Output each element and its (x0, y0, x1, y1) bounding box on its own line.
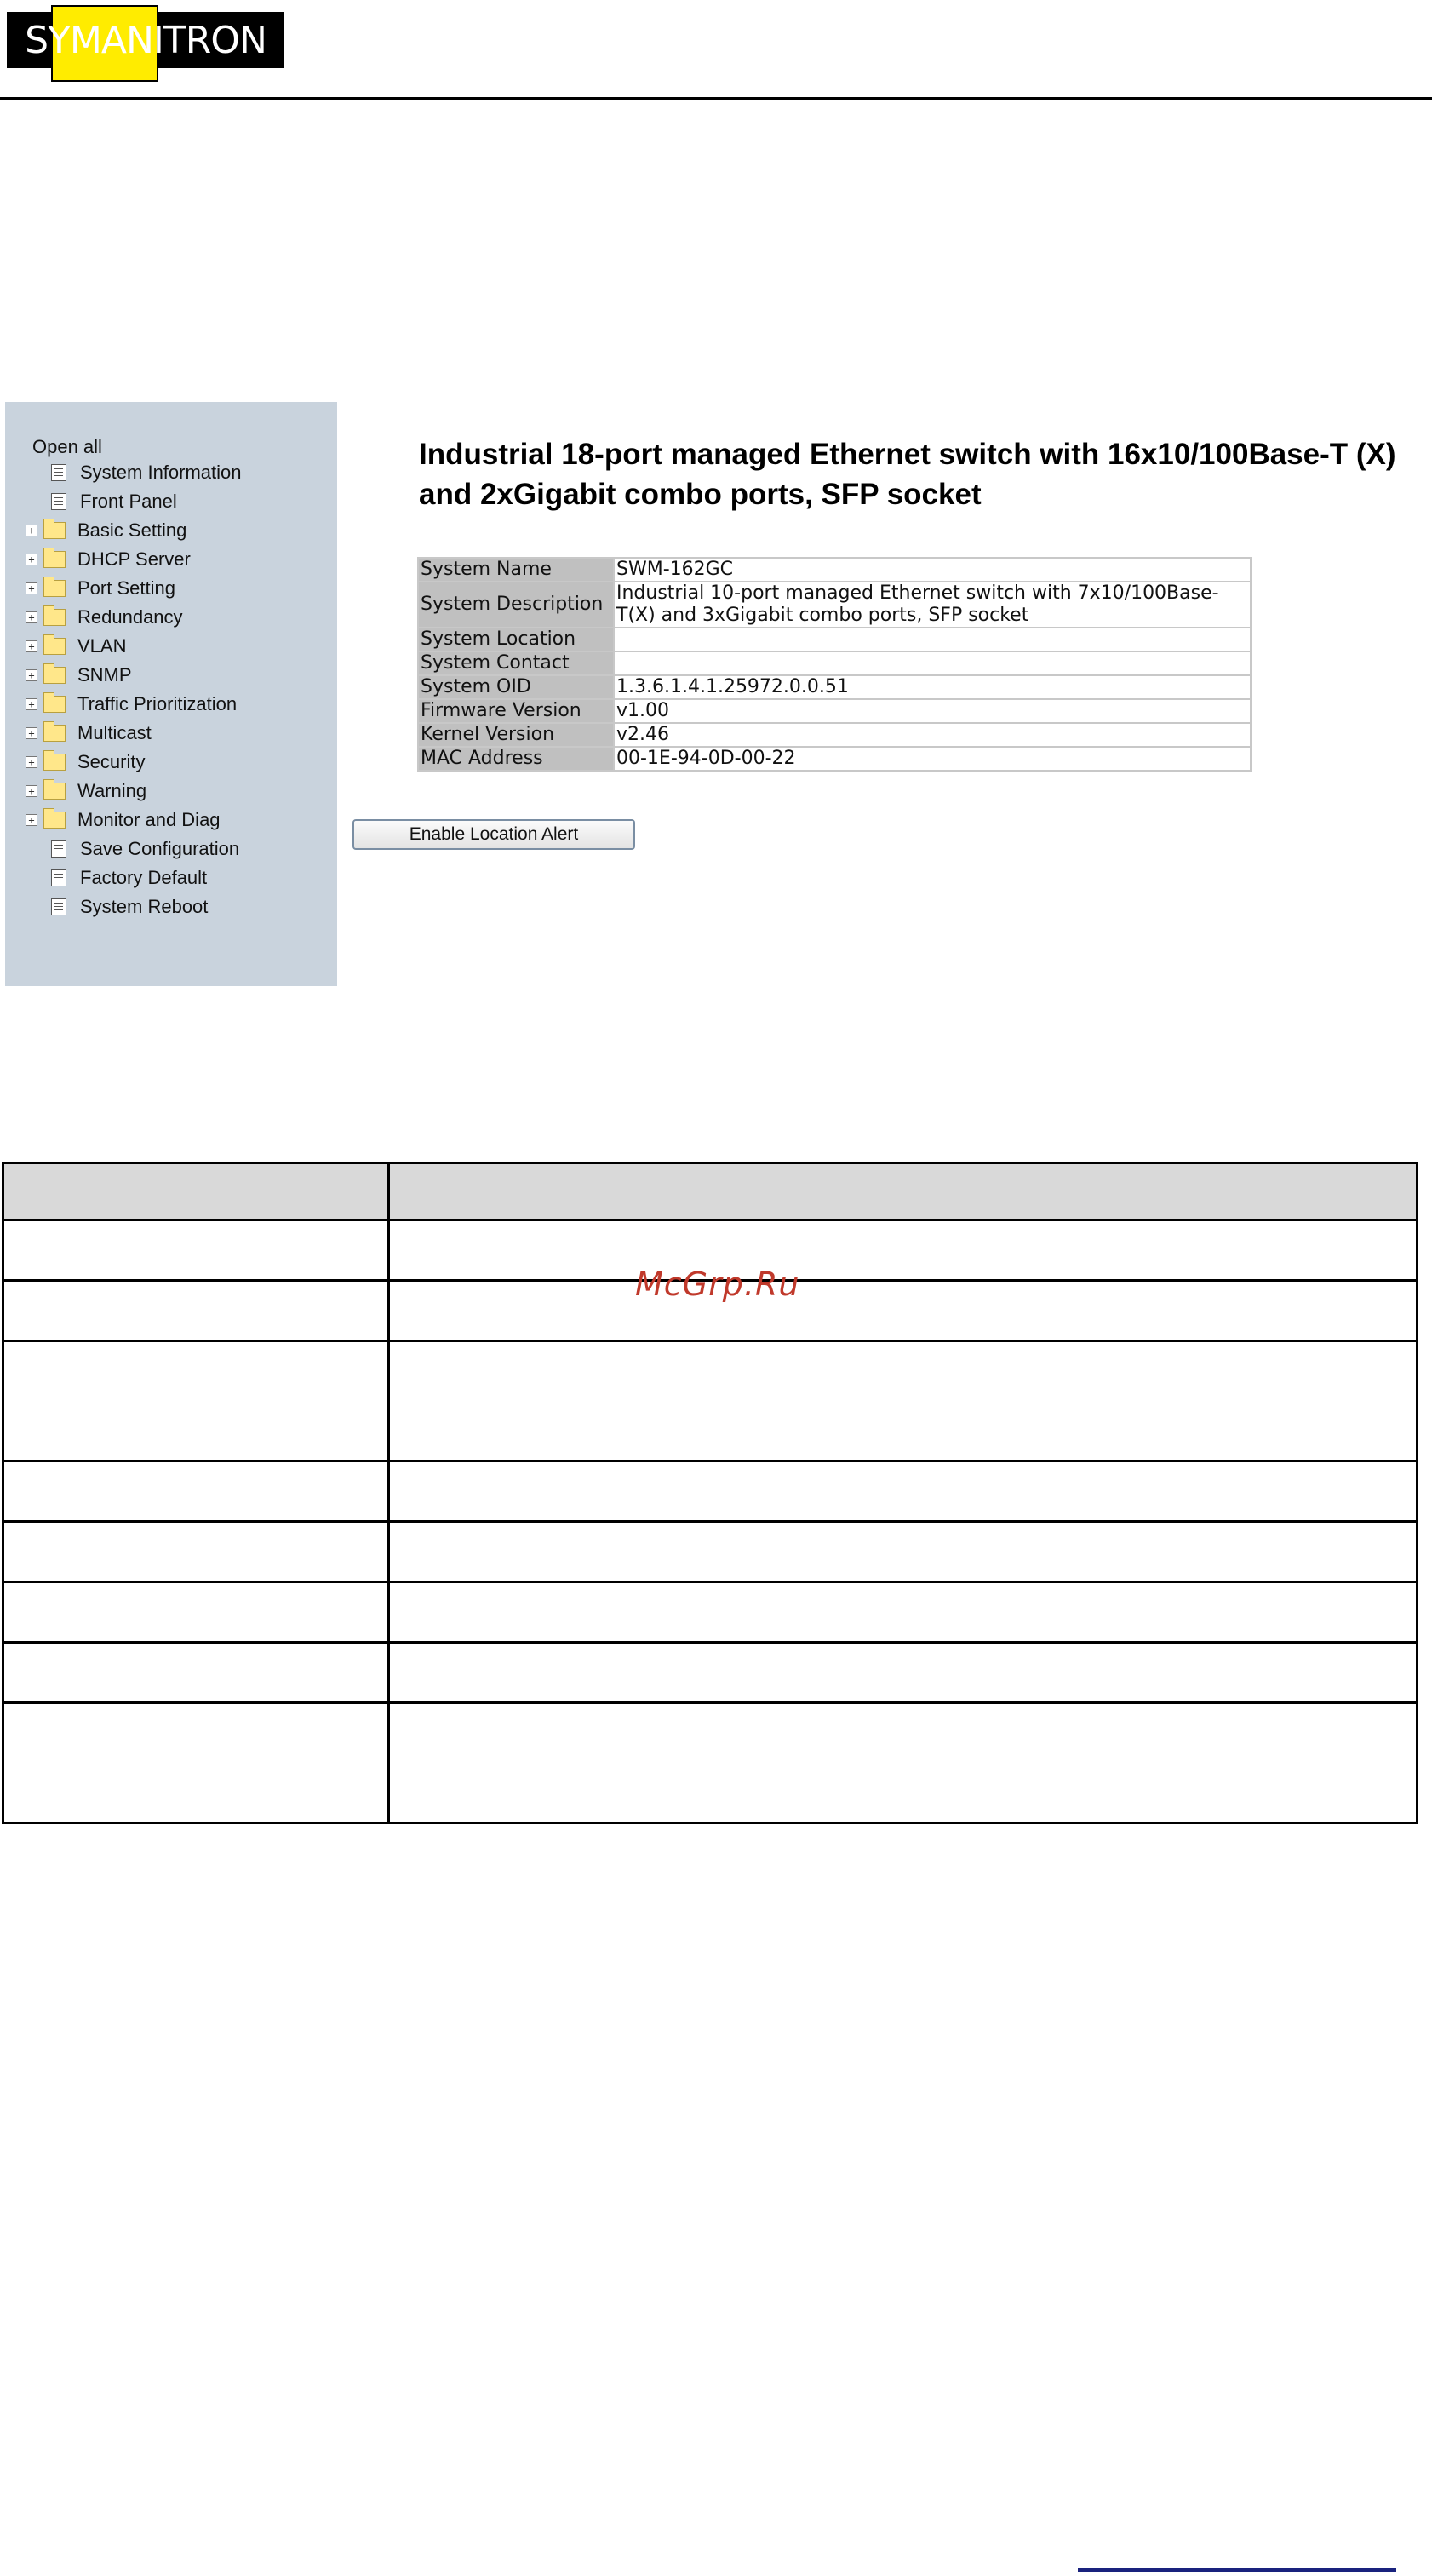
expand-icon[interactable]: + (26, 814, 37, 826)
sidebar-item-snmp[interactable] (26, 661, 242, 690)
page-icon (51, 493, 66, 510)
logo-text: SYMANITRON (25, 18, 266, 62)
info-value: v2.46 (614, 723, 1251, 747)
expand-icon[interactable]: + (26, 582, 37, 594)
sidebar-item-redundancy[interactable] (26, 603, 242, 632)
table-header-cell (389, 1163, 1418, 1220)
sidebar-item-security[interactable] (26, 748, 242, 777)
system-info-table (417, 557, 1252, 772)
sidebar-item-front-panel[interactable] (26, 487, 242, 516)
brand-logo (7, 12, 284, 68)
info-value (614, 628, 1251, 651)
folder-icon (43, 551, 66, 568)
page-title: Industrial 18-port managed Ethernet switch with 16x10/100Base-T (X) and 2xGigabit combo ports, SFP socket (419, 438, 1396, 511)
sidebar-item-system-reboot[interactable] (26, 892, 242, 921)
sidebar-item-label: Basic Setting (77, 519, 187, 541)
info-value: v1.00 (614, 699, 1251, 723)
footer-divider (1078, 2568, 1396, 2572)
header-divider (0, 97, 1432, 100)
folder-icon (43, 725, 66, 742)
sidebar-item-label: DHCP Server (77, 548, 191, 570)
info-key: System Description (418, 582, 614, 628)
open-all-link[interactable]: Open all (32, 436, 102, 457)
sidebar-item-label: Security (77, 751, 146, 772)
sidebar-item-vlan[interactable] (26, 632, 242, 661)
sidebar-item-label: SNMP (77, 664, 132, 686)
folder-icon (43, 812, 66, 829)
table-row (418, 628, 1251, 651)
sidebar-item-port-setting[interactable] (26, 574, 242, 603)
table-row (418, 558, 1251, 582)
watermark: McGrp.Ru (635, 1265, 800, 1303)
table-row (3, 1582, 1418, 1643)
table-row (3, 1703, 1418, 1823)
table-row (418, 675, 1251, 699)
expand-icon[interactable]: + (26, 525, 37, 536)
page-icon (51, 869, 66, 886)
sidebar-item-basic-setting[interactable] (26, 516, 242, 545)
folder-icon (43, 754, 66, 771)
sidebar-item-label: Port Setting (77, 577, 175, 599)
expand-icon[interactable]: + (26, 669, 37, 681)
info-key: Firmware Version (418, 699, 614, 723)
sidebar-item-save-configuration[interactable] (26, 835, 242, 863)
sidebar-item-factory-default[interactable] (26, 863, 242, 892)
table-row (418, 582, 1251, 628)
expand-icon[interactable]: + (26, 640, 37, 652)
info-value: Industrial 10-port managed Ethernet switch with 7x10/100Base-T(X) and 3xGigabit combo ports, SFP socket (614, 582, 1251, 628)
page-icon (51, 840, 66, 858)
sidebar-item-label: Front Panel (80, 491, 177, 512)
enable-location-alert-button[interactable]: Enable Location Alert (352, 819, 635, 850)
page-icon (51, 464, 66, 481)
sidebar-item-label: Save Configuration (80, 838, 240, 859)
info-value: 00-1E-94-0D-00-22 (614, 747, 1251, 771)
sidebar-item-warning[interactable] (26, 777, 242, 806)
info-key: MAC Address (418, 747, 614, 771)
sidebar-item-label: Multicast (77, 722, 152, 743)
expand-icon[interactable]: + (26, 785, 37, 797)
folder-icon (43, 667, 66, 684)
sidebar-item-label: System Information (80, 462, 242, 483)
sidebar-item-label: VLAN (77, 635, 127, 657)
expand-icon[interactable]: + (26, 611, 37, 623)
sidebar-item-multicast[interactable] (26, 719, 242, 748)
table-row (418, 747, 1251, 771)
info-key: System Location (418, 628, 614, 651)
info-value: 1.3.6.1.4.1.25972.0.0.51 (614, 675, 1251, 699)
info-value: SWM-162GC (614, 558, 1251, 582)
info-value (614, 651, 1251, 675)
folder-icon (43, 609, 66, 626)
nav-tree (26, 458, 242, 921)
folder-icon (43, 783, 66, 800)
expand-icon[interactable]: + (26, 727, 37, 739)
info-key: System Name (418, 558, 614, 582)
folder-icon (43, 696, 66, 713)
sidebar-item-monitor-and-diag[interactable] (26, 806, 242, 835)
table-row (3, 1643, 1418, 1703)
info-key: System Contact (418, 651, 614, 675)
folder-icon (43, 638, 66, 655)
table-row (418, 699, 1251, 723)
expand-icon[interactable]: + (26, 756, 37, 768)
info-key: Kernel Version (418, 723, 614, 747)
table-row (3, 1341, 1418, 1461)
table-row (418, 651, 1251, 675)
sidebar-nav (5, 402, 337, 986)
sidebar-item-label: System Reboot (80, 896, 209, 917)
table-row (3, 1522, 1418, 1582)
table-row (418, 723, 1251, 747)
sidebar-item-traffic-prioritization[interactable] (26, 690, 242, 719)
sidebar-item-dhcp-server[interactable] (26, 545, 242, 574)
sidebar-item-label: Redundancy (77, 606, 183, 628)
info-key: System OID (418, 675, 614, 699)
expand-icon[interactable]: + (26, 698, 37, 710)
parameter-table (2, 1162, 1418, 1824)
sidebar-item-label: Traffic Prioritization (77, 693, 238, 714)
table-header-cell (3, 1163, 389, 1220)
table-row (3, 1461, 1418, 1522)
sidebar-item-label: Factory Default (80, 867, 208, 888)
sidebar-item-system-information[interactable] (26, 458, 242, 487)
table-header-row (3, 1163, 1418, 1220)
expand-icon[interactable]: + (26, 554, 37, 565)
sidebar-item-label: Warning (77, 780, 147, 801)
sidebar-item-label: Monitor and Diag (77, 809, 221, 830)
page-icon (51, 898, 66, 915)
folder-icon (43, 522, 66, 539)
folder-icon (43, 580, 66, 597)
